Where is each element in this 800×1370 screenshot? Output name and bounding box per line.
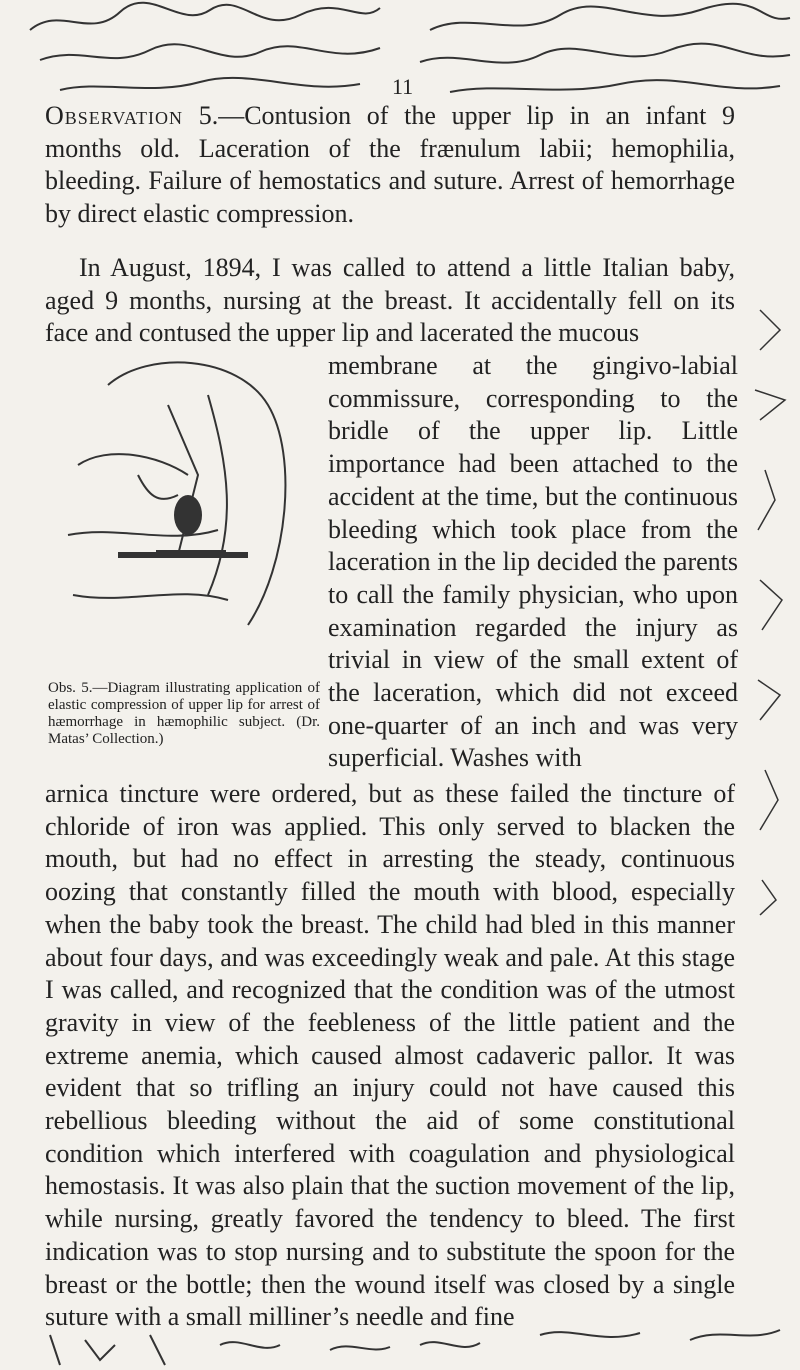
observation-summary: 5.—Contusion of the upper lip in an infant 9 months old. Laceration of the frænulum labii; hemophilia, bleeding. Failure of hemostatics and suture. Arrest of hemorrhage by direct elastic compression.: [45, 101, 736, 229]
observation-heading: [45, 100, 735, 231]
margin-scribbles: [740, 300, 800, 920]
intro-paragraph: [45, 252, 735, 350]
intro-text: In August, 1894, I was called to attend a little Italian baby, aged 9 months, nursing at the breast. It accidentally fell on its face and contused the upper lip and lacerated the mucous: [45, 253, 735, 348]
side-column-text: membrane at the gingivo-labial commissure, corresponding to the bridle of the upper lip. Little importance had been attached to the accident at the time, but the continuous bleeding which took place from the laceration in the lip decided the parents to call the family physician, who upon examination regarded the injury as trivial in view of the small extent of the laceration, which did not exceed one-quarter of an inch and was very superficial. Washes with: [328, 351, 738, 773]
figure-caption: Obs. 5.—Diagram illustrating application of elastic compression of upper lip for arrest of hæmorrhage in hæmophilic subject. (Dr. Matas’ Collection.): [48, 680, 320, 747]
main-paragraph: [45, 778, 735, 1334]
main-text: arnica tincture were ordered, but as these failed the tincture of chloride of iron was applied. This only served to blacken the mouth, but had no effect in arresting the steady, continuous oozing that constantly filled the mouth with blood, especially when the baby took the breast. The child had bled in this manner about four days, and was exceedingly weak and pale. At this stage I was called, and recognized that the condition was of the utmost gravity in view of the feebleness of the little patient and the extreme anemia, which caused almost cadaveric pallor. It was evident that so trifling an injury could not have caused this rebellious bleeding without the aid of some constitutional condition which interfered with coagulation and physiological hemostasis. It was also plain that the suction movement of the lip, while nursing, greatly favored the tendency to bleed. The first indication was to stop nursing and to substitute the spoon for the breast or the bottle; then the wound itself was closed by a single suture with a small milliner’s needle and fine: [45, 779, 735, 1332]
handwritten-scribble-bottom: [0, 1315, 800, 1370]
observation-label: Observation: [45, 101, 184, 130]
lip-diagram-icon: [48, 345, 318, 665]
page-number: 11: [392, 74, 414, 99]
